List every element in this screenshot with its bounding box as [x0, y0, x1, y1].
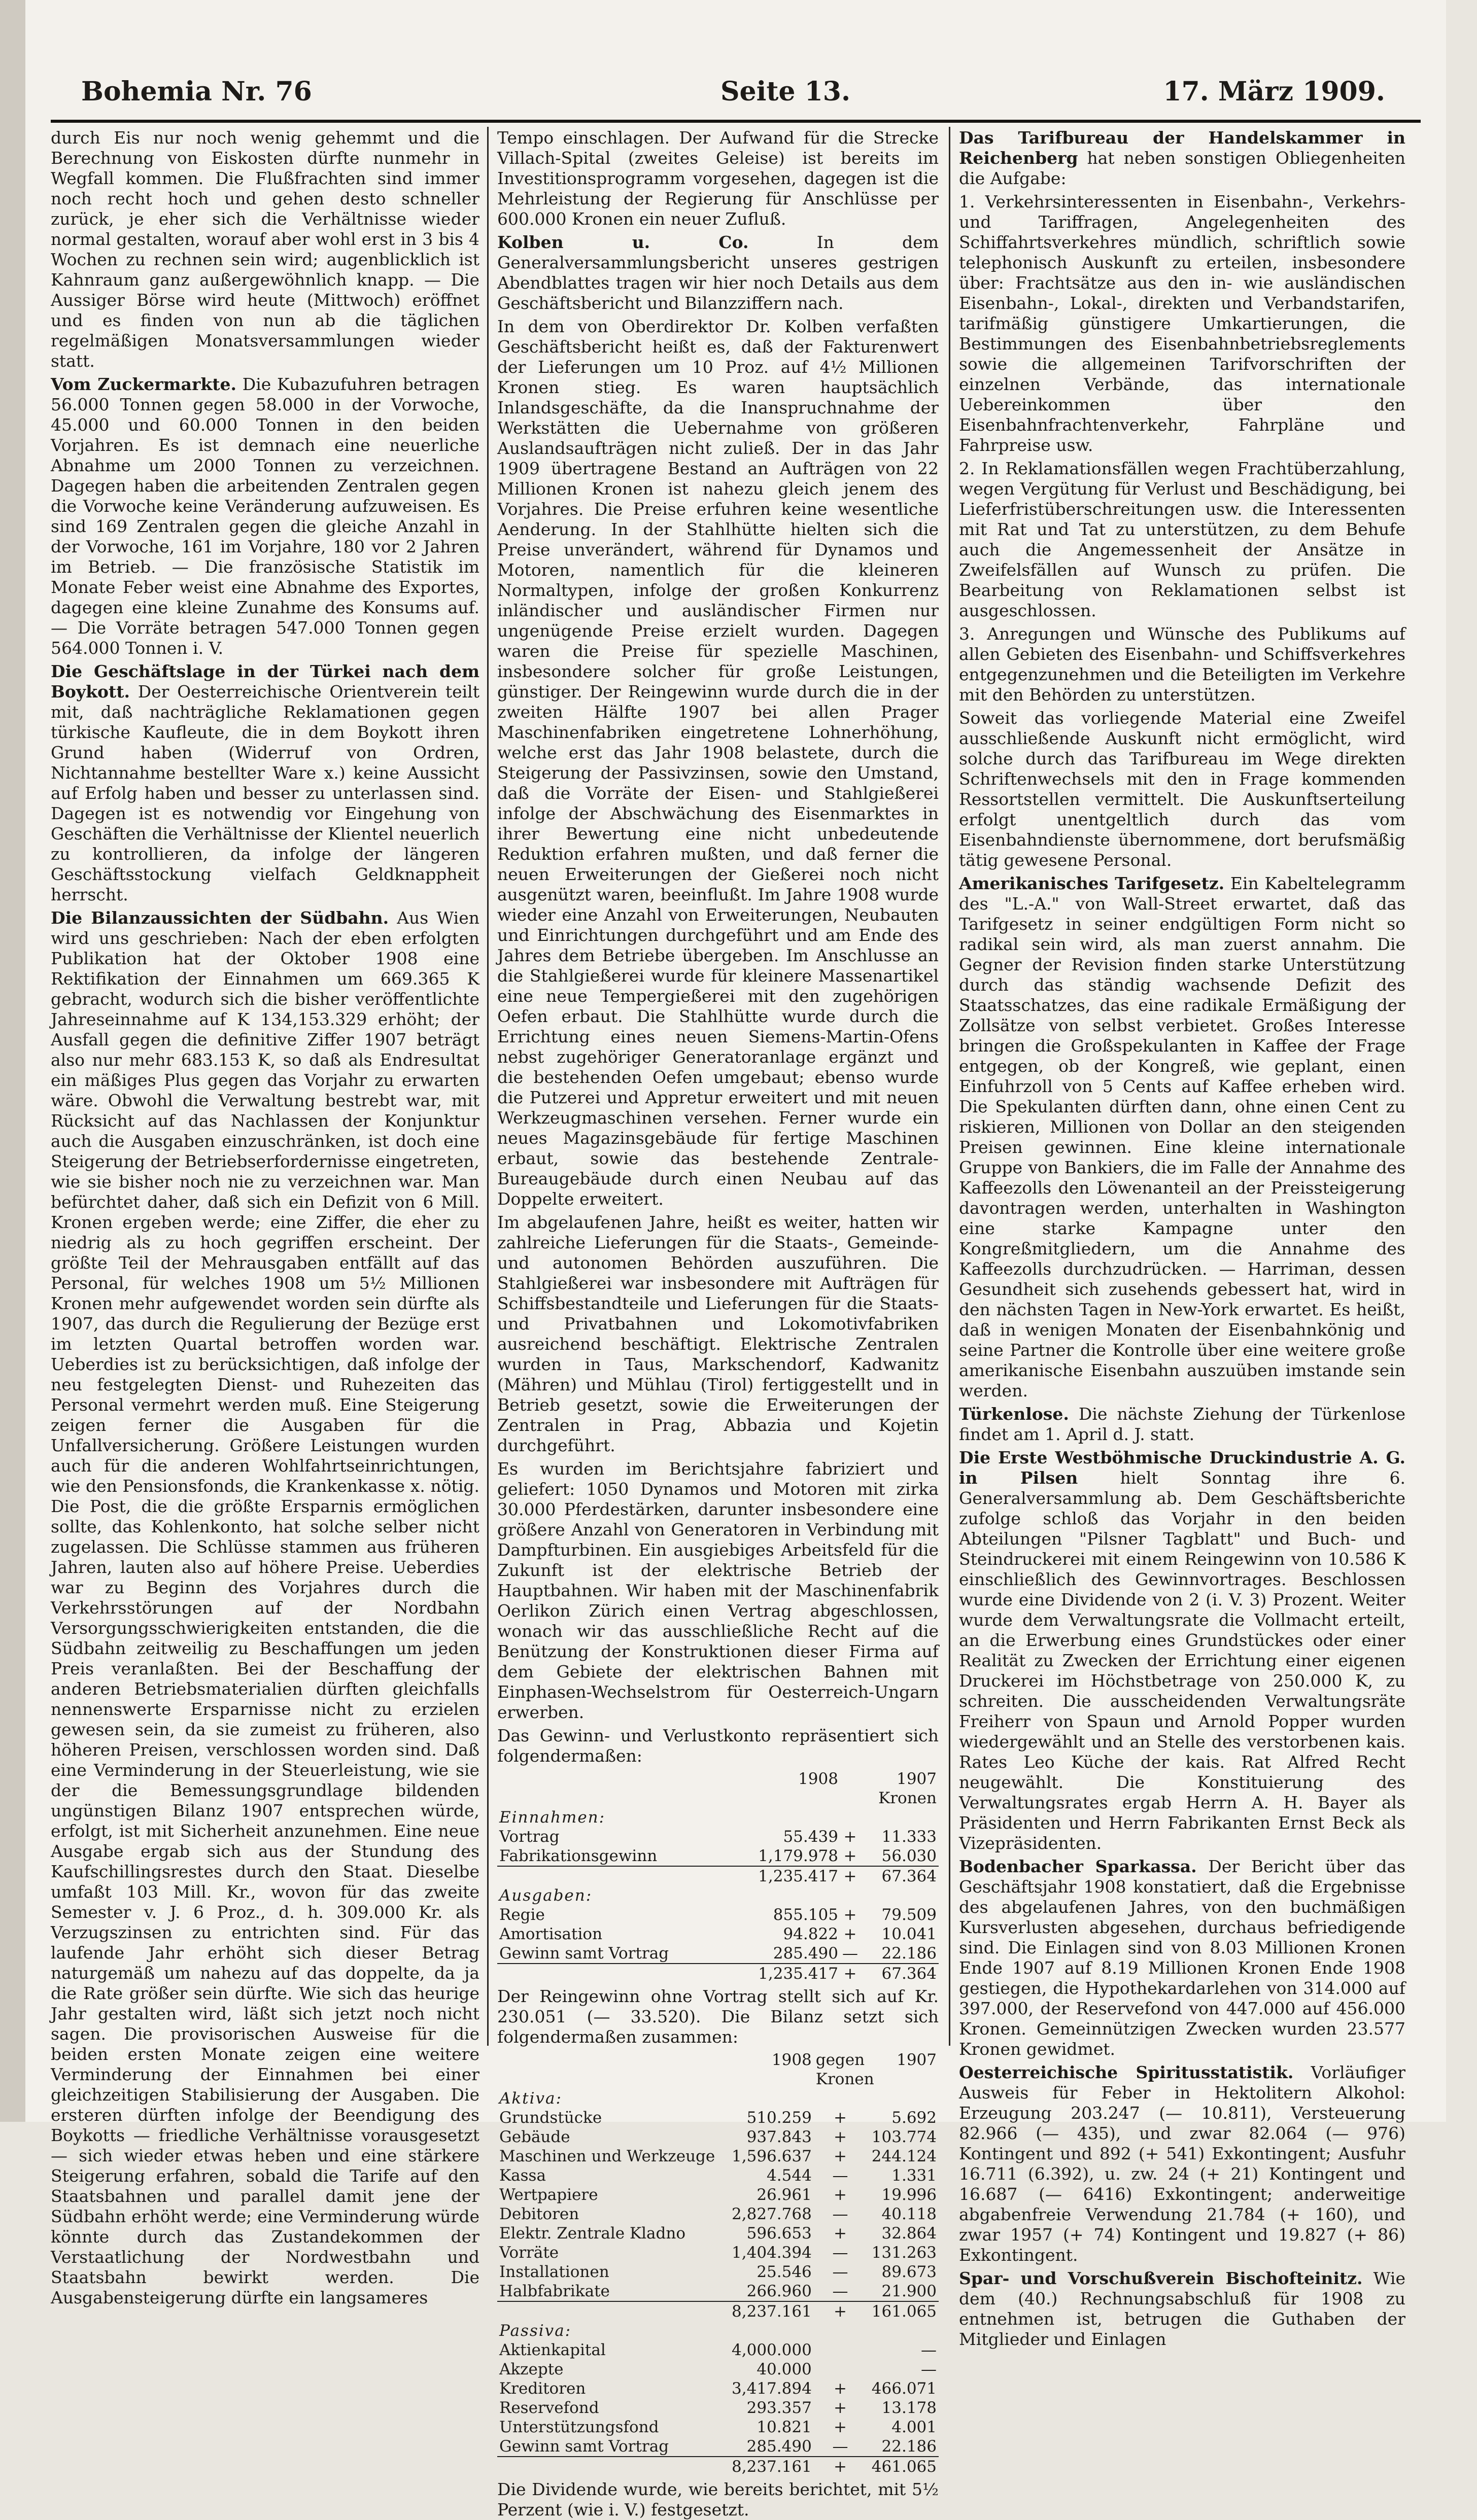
article-zuckermarkt	[51, 374, 479, 658]
body-amerika: Ein Kabeltelegramm des "L.-A." von Wall-Street erwartet, daß das Tarifgesetz in seiner endgültigen Form nicht so radikal sein wird, als man zuerst annahm. Die Gegner der Revision finden starke Unterstützung durch das ständig wachsende Defizit des Staatsschatzes, das eine radikale Ermäßigung der Zollsätze von selbst verbietet. Großes Interesse bringen die Großspekulanten in Kaffee der Frage entgegen, ob der Kongreß, wie geplant, einen Einfuhrzoll von 5 Cents auf Kaffee erheben wird. Die Spekulanten dürften dann, ohne einen Cent zu riskieren, Millionen von Dollar an den steigenden Preisen gewinnen. Eine kleine internationale Gruppe von Bankiers, die im Falle der Annahme des Kaffeezolls den Löwenanteil an der Preissteigerung davontragen werden, unterhalten in Washington eine starke Kampagne unter den Kongreßmitgliedern, um die Annahme des Kaffeezolls durchzudrücken. — Harriman, dessen Gesundheit sich zusehends gebessert hat, wird in den nächsten Tagen in New-York erwartet. Es heißt, daß in wenigen Monaten der Eisenbahnkönig und seine Partner die Kontrolle über eine weitere große amerikanische Eisenbahn auszuüben imstande sein werden.	[959, 873, 1405, 1401]
bil-aktiva-row-label: Wertpapiere	[499, 2186, 598, 2204]
bil-aktiva-total-label	[497, 2301, 726, 2321]
bil-aktiva-row-1907: 5.692	[891, 2109, 937, 2127]
heading-tuerkenlose: Türkenlose.	[959, 1404, 1069, 1424]
bil-aktiva-row-1907: 40.118	[881, 2205, 937, 2223]
gv-ausgaben-row-1908: 285.490	[773, 1944, 838, 1963]
bil-passiva-row-1908: 3,417.894	[732, 2379, 812, 2398]
bil-passiva-row-sign: +	[833, 2379, 847, 2398]
article-tuerkei	[51, 661, 479, 905]
bil-unit: Kronen	[815, 2070, 874, 2088]
column-3	[959, 128, 1406, 2349]
bil-passiva-row-1908: 285.490	[746, 2437, 812, 2456]
bil-passiva-row-label: Akzepte	[499, 2360, 564, 2378]
bil-aktiva-row-label: Vorräte	[499, 2244, 559, 2262]
gv-year-row	[497, 1769, 939, 1789]
body-spiritus: Vorläufiger Ausweis für Feber in Hektolitern Alkohol: Erzeugung 203.247 (— 10.811), Versteuerung 82.966 (— 435), und zwar 82.064 (— 976) Kontingent und 892 (+ 541) Exkontingent; Ausfuhr 16.711 (6.392), u. zw. 24 (+ 21) Kontingent und 16.687 (— 6416) Exkontingent; anderweitige abgabenfreie Verwendung 21.784 (+ 160), und zwar 1957 (+ 74) Kontingent und 19.827 (+ 86) Exkontingent.	[959, 2062, 1405, 2265]
gv-einnahmen-row-1908: 1,179.978	[758, 1847, 838, 1865]
bil-section-passiva-label: Passiva:	[499, 2322, 572, 2340]
heading-tarifbureau: Das Tarifbureau der Handelskammer in Reichenberg	[959, 128, 1405, 168]
gv-ausgaben-row-1907: 79.509	[881, 1906, 937, 1924]
article-suedbahn	[51, 908, 479, 2308]
kolben-paragraph-3: Im abgelaufenen Jahre, heißt es weiter, hatten wir zahlreiche Lieferungen für die Staats-, Gemeinde- und autonomen Behörden auszuführen. Die Stahlgießerei war insbesondere mit Aufträgen für Schiffsbestandteile und Lieferungen für die Staats- und Privatbahnen und Lokomotivfabriken ausreichend beschäftigt. Elektrische Zentralen wurden in Taus, Markschendorf, Kadwanitz (Mähren) und Mühlau (Tirol) fertiggestellt und in Betrieb gesetzt, sowie die Erweiterungen der Zentralen in Prag, Abbazia und Kojetin durchgeführt.	[497, 1212, 939, 1455]
bil-section-aktiva	[497, 2089, 939, 2108]
gv-ausgaben-row-sign: +	[843, 1906, 857, 1924]
bil-passiva-row	[497, 2379, 939, 2398]
gv-year-1907: 1907	[897, 1770, 937, 1788]
heading-zuckermarkt: Vom Zuckermarkte.	[51, 374, 236, 394]
body-zuckermarkt: Die Kubazufuhren betragen 56.000 Tonnen gegen 58.000 in der Vorwoche, 45.000 und 60.000 Tonnen in den beiden Vorjahren. Es ist demnach eine neuerliche Abnahme um 2000 Tonnen zu verzeichnen. Dagegen haben die arbeitenden Zentralen gegen die Vorwoche keine Veränderung aufzuweisen. Es sind 169 Zentralen gegen die gleiche Anzahl in der Vorwoche, 161 im Vorjahre, 180 vor 2 Jahren im Betrieb. — Die französische Statistik im Monate Feber weist eine Abnahme des Exportes, dagegen eine kleine Zunahme des Konsums auf. — Die Vorräte betragen 547.000 Tonnen gegen 564.000 Tonnen i. V.	[51, 374, 479, 658]
gv-einnahmen-row	[497, 1827, 939, 1846]
gv-einnahmen-row-label: Vortrag	[499, 1828, 560, 1846]
bil-aktiva-row	[497, 2204, 939, 2224]
gv-einnahmen-row-1907: 11.333	[881, 1828, 937, 1846]
heading-sparverein: Spar- und Vorschußverein Bischofteinitz.	[959, 2268, 1363, 2288]
heading-spiritus: Oesterreichische Spiritusstatistik.	[959, 2062, 1294, 2082]
bil-passiva-row-sign	[814, 2360, 867, 2379]
bil-passiva-row-sign: —	[832, 2437, 848, 2456]
body-tarifbureau-intro: hat neben sonstigen Obliegenheiten die Aufgabe:	[959, 148, 1405, 188]
article-amerika	[959, 873, 1405, 1401]
gv-ausgaben-row	[497, 1905, 939, 1924]
bil-aktiva-total-sign: +	[814, 2301, 867, 2321]
bil-aktiva-total-1908: 8,237.161	[726, 2301, 814, 2321]
bil-passiva-row	[497, 2418, 939, 2437]
gv-ausgaben-row-label: Gewinn samt Vortrag	[499, 1944, 669, 1963]
bil-aktiva-row-label: Grundstücke	[499, 2109, 602, 2127]
bil-year-row	[497, 2050, 939, 2070]
gv-einnahmen-row-sign: +	[843, 1828, 857, 1846]
bil-passiva-row-1908: 10.821	[757, 2418, 812, 2436]
header-page-number: Seite 13.	[720, 76, 851, 107]
page-header	[56, 76, 1405, 117]
header-rule	[51, 120, 1421, 123]
gv-einnahmen-row	[497, 1846, 939, 1866]
bil-section-aktiva-label: Aktiva:	[499, 2089, 562, 2108]
heading-druckindustrie: Die Erste Westböhmische Druckindustrie A. G. in Pilsen	[959, 1448, 1405, 1488]
bil-aktiva-row-sign: +	[833, 2109, 847, 2127]
bil-passiva-row-1908: 293.357	[746, 2399, 812, 2417]
bil-passiva-row-1907: —	[921, 2360, 937, 2378]
bil-year-1907: 1907	[897, 2051, 937, 2069]
bil-aktiva-row	[497, 2243, 939, 2262]
gv-einnahmen-total-1907: 67.364	[860, 1866, 939, 1886]
bil-aktiva-row-1908: 4.544	[767, 2166, 812, 2185]
gv-ausgaben-row-1908: 94.822	[783, 1925, 838, 1943]
article-continuation: durch Eis nur noch wenig gehemmt und die Berechnung von Eiskosten dürfte nunmehr in Wegfall kommen. Die Flußfrachten sind immer noch recht hoch und gehen desto schneller zurück, je eher sich die Verhältnisse wieder normal gestalten, worauf aber wohl erst in 3 bis 4 Wochen zu rechnen sein wird; augenblicklich ist Kahnraum ganz außergewöhnlich knapp. — Die Aussiger Börse wird heute (Mittwoch) eröffnet und es finden von nun ab die täglichen regelmäßigen Monatsversammlungen wieder statt.	[51, 128, 479, 371]
bil-aktiva-row-1908: 26.961	[757, 2186, 812, 2204]
bil-aktiva-row-1907: 19.996	[881, 2186, 937, 2204]
bil-passiva-row	[497, 2340, 939, 2360]
bil-passiva-row-1907: 13.178	[881, 2399, 937, 2417]
gv-ausgaben-row-label: Regie	[499, 1906, 545, 1924]
bil-passiva-row-1907: 466.071	[871, 2379, 937, 2398]
bil-aktiva-row-1907: 131.263	[871, 2244, 937, 2262]
bil-passiva-total-1908: 8,237.161	[726, 2457, 814, 2476]
gv-ausgaben-row-sign: +	[843, 1925, 857, 1943]
column-rule-2	[949, 127, 950, 2046]
heading-tuerkei: Die Geschäftslage in der Türkei nach dem Boykott.	[51, 661, 479, 702]
heading-kolben: Kolben u. Co.	[497, 232, 749, 252]
bil-aktiva-row	[497, 2166, 939, 2185]
bil-aktiva-row-label: Halbfabrikate	[499, 2282, 610, 2300]
gv-ausgaben-total	[497, 1964, 939, 1983]
bil-aktiva-row-1908: 25.546	[757, 2263, 812, 2281]
bil-passiva-row-sign: +	[833, 2418, 847, 2436]
gv-einnahmen-total-label	[497, 1866, 728, 1886]
bil-passiva-row-label: Gewinn samt Vortrag	[499, 2437, 669, 2456]
bil-aktiva-row-1908: 510.259	[746, 2109, 812, 2127]
gv-section-ausgaben	[497, 1886, 939, 1905]
gv-einnahmen-row-sign: +	[843, 1847, 857, 1865]
bil-section-passiva	[497, 2321, 939, 2340]
bil-year-gegen: gegen	[815, 2051, 865, 2069]
bil-aktiva-row-1908: 596.653	[746, 2224, 812, 2243]
bil-aktiva-row-1908: 1,596.637	[732, 2147, 812, 2165]
body-sparverein: Wie dem (40.) Rechnungsabschluß für 1908 zu entnehmen ist, betrugen die Guthaben der Mitglieder und Einlagen	[959, 2268, 1405, 2349]
gv-ausgaben-total-label	[497, 1964, 728, 1983]
bil-aktiva-row	[497, 2147, 939, 2166]
column-1	[51, 128, 479, 2307]
scan-edge	[0, 0, 25, 2122]
gv-unit: Kronen	[878, 1789, 937, 1807]
bil-passiva-row	[497, 2398, 939, 2418]
gv-ausgaben-total-sign: +	[840, 1964, 860, 1983]
gv-einnahmen-row-1907: 56.030	[881, 1847, 937, 1865]
tarifbureau-item-2: 2. In Reklamationsfällen wegen Frachtüberzahlung, wegen Vergütung für Verlust und Beschädigung, bei Lieferfristüberschreitungen usw. die Interessenten mit Rat und Tat zu unterstützen, zu dem Behufe auch die Angemessenheit der Ansätze in Zweifelsfällen auf Wunsch zu prüfen. Die Bearbeitung von Reklamationen selbst ist ausgeschlossen.	[959, 459, 1405, 620]
tarifbureau-item-1: 1. Verkehrsinteressenten in Eisenbahn-, Verkehrs- und Tariffragen, Angelegenheiten des Schiffahrtsverkehres mündlich, schriftlich sowie telephonisch Auskunft zu erteilen, insbesondere über: Frachtsätze aus den in- wie ausländischen Eisenbahn-, Lokal-, direkten und Verbandstarifen, tarifmäßig günstigere Umkartierungen, die Bestimmungen des Eisenbahnbetriebsreglements sowie die allgemeinen Tarifvorschriften der einzelnen Verbände, das internationale Uebereinkommen über den Eisenbahnfrachtenverkehr, Fahrpläne und Fahrpreise usw.	[959, 192, 1405, 455]
article-tuerkenlose	[959, 1404, 1405, 1445]
bil-aktiva-row-1908: 2,827.768	[732, 2205, 812, 2223]
heading-amerika: Amerikanisches Tarifgesetz.	[959, 873, 1225, 893]
bil-aktiva-row	[497, 2108, 939, 2127]
gv-einnahmen-total-sign: +	[840, 1866, 860, 1886]
bil-passiva-row-1908: 40.000	[757, 2360, 812, 2378]
bil-aktiva-row-1907: 103.774	[871, 2128, 937, 2146]
bil-aktiva-row-1907: 89.673	[881, 2263, 937, 2281]
bil-passiva-total-sign: +	[814, 2457, 867, 2476]
bil-aktiva-total	[497, 2301, 939, 2321]
gv-ausgaben-row-1908: 855.105	[773, 1906, 838, 1924]
bil-aktiva-row-sign: —	[832, 2244, 848, 2262]
body-suedbahn: Aus Wien wird uns geschrieben: Nach der eben erfolgten Publikation hat der Oktober 1908 eine Rektifikation der Einnahmen um 669.365 K gebracht, wodurch sich die bisher veröffentlichte Jahreseinnahme auf K 134,153.329 erhöht; der Ausfall gegen die definitive Ziffer 1907 beträgt also nur mehr 683.153 K, so daß als Endresultat ein mäßiges Plus gegen das Vorjahr zu erwarten wäre. Obwohl die Verwaltung bestrebt war, mit Rücksicht auf das Nachlassen der Konjunktur auch die Ausgaben einzuschränken, ist doch eine Steigerung der Betriebserfordernisse eingetreten, wie sie bisher noch nie zu verzeichnen war. Man befürchtet daher, daß sich ein Defizit von 6 Mill. Kronen ergeben werde; eine Ziffer, die eher zu niedrig als zu hoch gegriffen erscheint. Der größte Teil der Mehrausgaben entfällt auf das Personal, für welches 1908 um 5½ Millionen Kronen mehr aufgewendet worden sein dürfte als 1907, das durch die Regulierung der Bezüge erst im letzten Quartal betroffen worden war. Ueberdies ist zu berücksichtigen, daß infolge der neu festgelegten Dienst- und Ruhezeiten das Personal vermehrt werden muß. Eine Steigerung zeigen ferner die Ausgaben für die Unfallversicherung. Größere Leistungen wurden auch für die anderen Wohlfahrtseinrichtungen, wie den Pensionsfonds, die Krankenkasse x. nötig. Die Post, die die größte Ersparnis ermöglichen sollte, das Kohlenkonto, hat solche selber nicht zugelassen. Die Schlüsse stammen aus früheren Jahren, lauten also auf höhere Preise. Ueberdies war zu Beginn des Vorjahres durch die Verkehrsstörungen auf der Nordbahn Versorgungsschwierigkeiten entstanden, die die Südbahn zeitweilig zu Beschaffungen um jeden Preis veranlaßten. Bei der Beschaffung der anderen Betriebsmaterialien dürften gleichfalls nennenswerte Ersparnisse nicht zu erzielen gewesen sein, da sie zumeist zu früheren, also höheren Preisen, verschlossen worden sind. Daß eine Verminderung in der Steuerleistung, wie sie der die Bemessungsgrundlage bildenden ungünstigen Bilanz 1907 entsprechen würde, erfolgt, ist mit Sicherheit anzunehmen. Eine neue Ausgabe ergab sich aus der Stundung des Kaufschillingsrestes durch den Staat. Dieselbe umfaßt 103 Mill. Kr., wovon für das zweite Semester v. J. 6 Proz., d. h. 309.000 Kr. als Verzugszinsen zu entrichten sind. Für das laufende Jahr erhöht sich dieser Betrag naturgemäß um nahezu auf das doppelte, da ja die Rate größer sein dürfte. Wie sich das heurige Jahr gestalten wird, läßt sich jetzt noch nicht sagen. Die provisorischen Ausweise für die beiden ersten Monate zeigen eine weitere Verminderung der Einnahmen bei einer gleichzeitigen Stabilisierung der Ausgaben. Die ersteren dürften infolge der Beendigung des Boykotts — friedliche Verhältnisse vorausgesetzt — sich wieder etwas heben und eine stärkere Steigerung erfahren, sobald die Tarife auf den Staatsbahnen und parallel damit jene der Südbahn erhöht werde; eine Verminderung würde könnte durch das Zustandekommen der Verstaatlichung der Nordwestbahn und Staatsbahn bewirkt werden. Die Ausgabensteigerung dürfte ein langsameres	[51, 908, 479, 2307]
bil-aktiva-row-1907: 244.124	[871, 2147, 937, 2165]
bil-passiva-row-sign: +	[833, 2399, 847, 2417]
gewinn-verlust-table	[497, 1769, 939, 1983]
bil-aktiva-row-sign: +	[833, 2186, 847, 2204]
gv-ausgaben-row	[497, 1944, 939, 1964]
body-kolben-intro: In dem Generalversammlungsbericht unseres gestrigen Abendblattes tragen wir hier noch Details aus dem Geschäftsbericht und Bilanzziffern nach.	[497, 232, 939, 313]
bil-passiva-row-1907: 22.186	[881, 2437, 937, 2456]
bil-passiva-row-sign	[814, 2340, 867, 2360]
heading-suedbahn: Die Bilanzaussichten der Südbahn.	[51, 908, 389, 928]
article-sparverein	[959, 2268, 1405, 2350]
bil-aktiva-row-1908: 266.960	[746, 2282, 812, 2300]
bil-aktiva-row-sign: +	[833, 2128, 847, 2146]
bil-aktiva-row	[497, 2127, 939, 2147]
kolben-dividende: Die Dividende wurde, wie bereits berichtet, mit 5½ Perzent (wie i. V.) festgesetzt.	[497, 2479, 939, 2519]
gv-year-1908: 1908	[798, 1770, 838, 1788]
bilanz-table	[497, 2050, 939, 2476]
bil-aktiva-row-sign: —	[832, 2263, 848, 2281]
gv-ausgaben-row-1907: 22.186	[881, 1944, 937, 1963]
bil-aktiva-row	[497, 2185, 939, 2204]
article-kolben	[497, 232, 939, 313]
header-publication: Bohemia Nr. 76	[81, 76, 312, 107]
gv-ausgaben-total-1908: 1,235.417	[728, 1964, 840, 1983]
gv-section-einnahmen	[497, 1808, 939, 1827]
kolben-paragraph-5: Das Gewinn- und Verlustkonto repräsentiert sich folgendermaßen:	[497, 1726, 939, 1766]
bil-passiva-row-label: Kreditoren	[499, 2379, 586, 2398]
bil-year-1908: 1908	[771, 2051, 812, 2069]
article-continuation-suedbahn: Tempo einschlagen. Der Aufwand für die Strecke Villach-Spital (zweites Geleise) ist bereits im Investitionsprogramm vorgesehen, dagegen ist die Mehrleistung der Regierung für Anschlüsse per 600.000 Kronen ein neuer Zufluß.	[497, 128, 939, 229]
bil-aktiva-row-1907: 1.331	[891, 2166, 937, 2185]
bil-aktiva-row	[497, 2262, 939, 2282]
tarifbureau-note: Soweit das vorliegende Material eine Zweifel ausschließende Auskunft nicht ermöglicht, wird solche durch das Tarifbureau im Wege direkten Schriftenwechsels mit den in Frage kommenden Ressortstellen vermittelt. Die Auskunftserteilung erfolgt unentgeltlich durch das vom Eisenbahndienste übernommene, dort berufsmäßig tätig gewesene Personal.	[959, 708, 1405, 870]
bil-aktiva-row-label: Elektr. Zentrale Kladno	[499, 2224, 686, 2243]
bil-aktiva-row-sign: —	[832, 2282, 848, 2300]
header-date: 17. März 1909.	[1163, 76, 1385, 107]
bil-aktiva-row-label: Maschinen und Werkzeuge	[499, 2147, 715, 2165]
gv-einnahmen-row-1908: 55.439	[783, 1828, 838, 1846]
bil-passiva-row	[497, 2360, 939, 2379]
bil-aktiva-row-sign: +	[833, 2147, 847, 2165]
bil-aktiva-row-label: Installationen	[499, 2263, 609, 2281]
article-tarifbureau	[959, 128, 1405, 189]
bil-aktiva-row-1908: 937.843	[746, 2128, 812, 2146]
gv-einnahmen-total-1908: 1,235.417	[728, 1866, 840, 1886]
gv-section-ausgaben-label: Ausgaben:	[499, 1886, 593, 1905]
body-bodenbach: Der Bericht über das Geschäftsjahr 1908 konstatiert, daß die Ergebnisse des abgelaufenen Jahres, von den buchmäßigen Kursverlusten abgesehen, durchaus befriedigende sind. Die Einlagen sind von 8.03 Millionen Kronen Ende 1907 auf 8.19 Millionen Kronen Ende 1908 gestiegen, die Hypothekardarlehen von 314.000 auf 397.000, der Reservefond von 447.000 auf 456.000 Kronen. Gemeinnützigen Zwecken wurden 23.577 Kronen gewidmet.	[959, 1857, 1405, 2059]
gv-einnahmen-total	[497, 1866, 939, 1886]
bil-aktiva-row-sign: —	[832, 2166, 848, 2185]
bil-passiva-row	[497, 2437, 939, 2457]
bil-passiva-row-1907: 4.001	[891, 2418, 937, 2436]
tarifbureau-item-3: 3. Anregungen und Wünsche des Publikums auf allen Gebieten des Eisenbahn- und Schiffsverkehres entgegenzunehmen und die Beteiligten im Verkehre mit den Behörden zu unterstützen.	[959, 624, 1405, 705]
bil-passiva-row-label: Reservefond	[499, 2399, 599, 2417]
bil-aktiva-row-label: Gebäude	[499, 2128, 570, 2146]
bil-passiva-total-1907: 461.065	[867, 2457, 939, 2476]
bil-passiva-row-1907: —	[921, 2341, 937, 2359]
bil-aktiva-row-1907: 32.864	[881, 2224, 937, 2243]
bil-aktiva-row	[497, 2224, 939, 2243]
gv-einnahmen-label: Einnahmen:	[499, 1808, 606, 1827]
bil-passiva-row-1908: 4,000.000	[732, 2341, 812, 2359]
bil-aktiva-row-1907: 21.900	[881, 2282, 937, 2300]
body-tuerkenlose: Die nächste Ziehung der Türkenlose findet am 1. April d. J. statt.	[959, 1404, 1406, 1444]
bil-aktiva-row-sign: +	[833, 2224, 847, 2243]
body-tuerkei: Der Oesterreichische Orientverein teilt mit, daß nachträgliche Reklamationen gegen türkische Kaufleute, die in dem Boykott ihren Grund haben (Widerruf von Ordren, Nichtannahme bestellter Ware x.) keine Aussicht auf Erfolg haben und besser zu unterlassen sind. Dagegen ist es notwendig vor Eingehung von Geschäften die Verhältnisse der Klientel neuerlich zu kontrollieren, da infolge der längeren Geschäftsstockung vielfach Geldknappheit herrscht.	[51, 682, 479, 904]
gv-ausgaben-row-label: Amortisation	[499, 1925, 603, 1943]
heading-bodenbach: Bodenbacher Sparkassa.	[959, 1857, 1197, 1876]
column-rule-1	[487, 127, 489, 2046]
bil-passiva-row-label: Unterstützungsfond	[499, 2418, 659, 2436]
gv-ausgaben-row-sign: —	[842, 1944, 858, 1963]
bil-aktiva-row-label: Debitoren	[499, 2205, 579, 2223]
bil-aktiva-row-sign: —	[832, 2205, 848, 2223]
gv-einnahmen-row-label: Fabrikationsgewinn	[499, 1847, 658, 1865]
gv-unit-row	[497, 1789, 939, 1808]
kolben-paragraph-4: Es wurden im Berichtsjahre fabriziert und geliefert: 1050 Dynamos und Motoren mit zirka 30.000 Pferdestärken, darunter insbesondere eine größere Anzahl von Generatoren in Verbindung mit Dampfturbinen. Ein ausgiebiges Arbeitsfeld für die Zukunft ist der elektrische Betrieb der Hauptbahnen. Wir haben mit der Maschinenfabrik Oerlikon Zürich einen Vertrag abgeschlossen, wonach wir das ausschließliche Recht auf die Benützung der Konstruktionen dieser Firma auf dem Gebiete der elektrischen Bahnen mit Einphasen-Wechselstrom für Oesterreich-Ungarn erwerben.	[497, 1459, 939, 1722]
bil-passiva-total	[497, 2457, 939, 2476]
bil-unit-row	[497, 2070, 939, 2089]
article-druckindustrie	[959, 1448, 1405, 1853]
kolben-paragraph-6: Der Reingewinn ohne Vortrag stellt sich auf Kr. 230.051 (— 33.520). Die Bilanz setzt sich folgendermaßen zusammen:	[497, 1986, 939, 2047]
bil-passiva-total-label	[497, 2457, 726, 2476]
gv-ausgaben-row	[497, 1924, 939, 1944]
article-bodenbach	[959, 1857, 1405, 2059]
bil-aktiva-row	[497, 2282, 939, 2301]
column-2	[497, 128, 939, 2519]
bil-aktiva-total-1907: 161.065	[867, 2301, 939, 2321]
bil-passiva-row-label: Aktienkapital	[499, 2341, 606, 2359]
gv-ausgaben-total-1907: 67.364	[860, 1964, 939, 1983]
article-spiritus	[959, 2062, 1405, 2265]
bil-aktiva-row-label: Kassa	[499, 2166, 546, 2185]
gv-ausgaben-row-1907: 10.041	[881, 1925, 937, 1943]
bil-aktiva-row-1908: 1,404.394	[732, 2244, 812, 2262]
kolben-paragraph-2: In dem von Oberdirektor Dr. Kolben verfaßten Geschäftsbericht heißt es, daß der Fakturenwert der Lieferungen um 10 Proz. auf 4½ Millionen Kronen stieg. Es waren hauptsächlich Inlandsgeschäfte, da die Inanspruchnahme der Werkstätten die Uebernahme von größeren Auslandsaufträgen nicht zuließ. Der in das Jahr 1909 übertragene Bestand an Aufträgen von 22 Millionen Kronen ist nahezu gleich jenem des Vorjahres. Die Preise erfuhren keine wesentliche Aenderung. In der Stahlhütte hielten sich die Preise unverändert, während für Dynamos und Motoren, namentlich für die kleineren Normaltypen, infolge der großen Konkurrenz inländischer und ausländischer Firmen nur ungenügende Preise erzielt wurden. Dagegen waren die Preise für spezielle Maschinen, insbesondere solcher für große Leistungen, günstiger. Der Reingewinn wurde durch die in der zweiten Hälfte 1907 bei allen Prager Maschinenfabriken eingetretene Lohnerhöhung, welche erst das Jahr 1908 belastete, durch die Steigerung der Passivzinsen, sowie den Umstand, daß die Vorräte der Eisen- und Stahlgießerei infolge der Abschwächung des Eisenmarktes in ihrer Bewertung eine nicht unbedeutende Reduktion erfahren mußten, und daß ferner die neuen Erweiterungen der Gießerei noch nicht ausgenützt waren, beeinflußt. Im Jahre 1908 wurde wieder eine Anzahl von Erweiterungen, Neubauten und Einrichtungen durchgeführt und am Ende des Jahres dem Betriebe übergeben. Im Anschlusse an die Stahlgießerei wurde für kleinere Massenartikel eine neue Tempergießerei mit den zugehörigen Oefen erbaut. Die Stahlhütte wurde durch die Errichtung eines neuen Siemens-Martin-Ofens nebst zugehöriger Generatoranlage ergänzt und die bestehenden Oefen umgebaut; ebenso wurde die Putzerei und Appretur erweitert und mit neuen Werkzeugmaschinen versehen. Ferner wurde ein neues Magazinsgebäude für fertige Maschinen erbaut, sowie das bestehende Zentrale-Bureaugebäude durch einen Neubau auf das Doppelte erweitert.	[497, 317, 939, 1209]
body-druckindustrie: hielt Sonntag ihre 6. Generalversammlung ab. Dem Geschäftsberichte zufolge schloß das Vorjahr in den beiden Abteilungen "Pilsner Tagblatt" und Buch- und Steindruckerei mit einem Reingewinn von 10.586 K einschließlich des Gewinnvortrages. Beschlossen wurde eine Dividende von 2 (i. V. 3) Prozent. Weiter wurde dem Verwaltungsrate die Vollmacht erteilt, an die Erwerbung eines Grundstückes oder einer Realität zu Zwecken der Errichtung einer eigenen Druckerei im Höchstbetrage von 250.000 K, zu schreiten. Die ausscheidenden Verwaltungsräte Freiherr von Spaun und Arnold Popper wurden wiedergewählt und an Stelle des verstorbenen kais. Rates Leo Küche der kais. Rat Alfred Recht neugewählt. Die Konstituierung des Verwaltungsrates ergab Herrn A. H. Bayer als Präsidenten und Herrn Fabrikanten Ernst Beck als Vizepräsidenten.	[959, 1468, 1405, 1853]
